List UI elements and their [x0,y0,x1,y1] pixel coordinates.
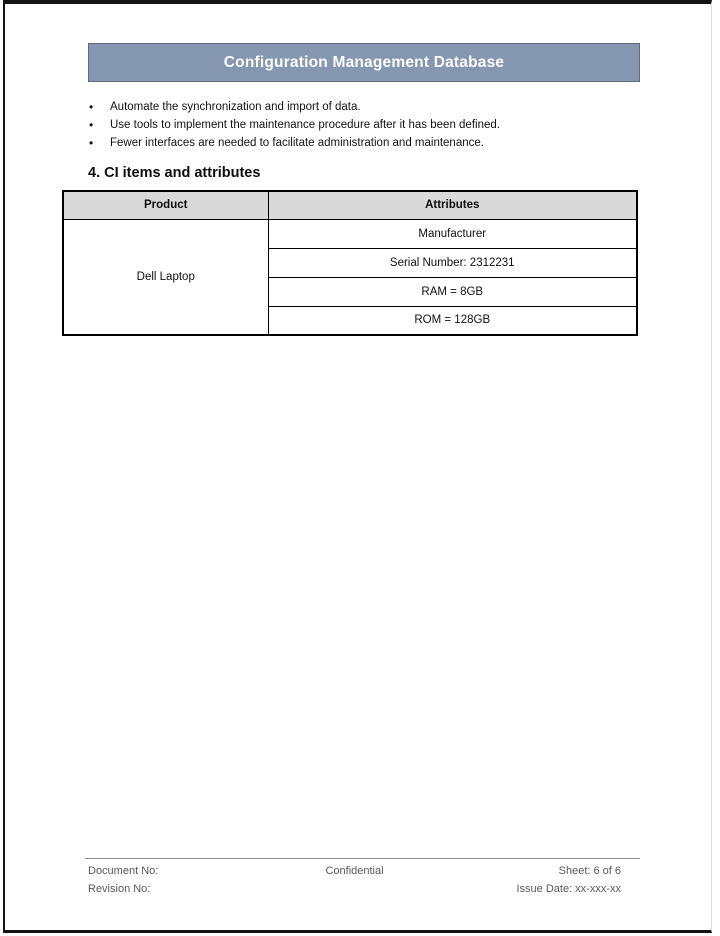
footer-revision-no: Revision No: [88,883,151,895]
bullet-item: • Automate the synchronization and import of data. [88,98,636,116]
document-title: Configuration Management Database [223,53,505,71]
footer-issue-date: Issue Date: xx-xxx-xx [516,883,622,895]
section-heading: 4. CI items and attributes [88,165,261,181]
footer-center-column [266,862,444,898]
footer-divider [85,858,640,859]
bullet-item: • Use tools to implement the maintenance procedure after it has been defined. [88,116,636,134]
footer-right-column [443,862,621,898]
product-cell: Dell Laptop [63,219,268,335]
attribute-cell: RAM = 8GB [268,277,637,306]
attribute-cell: ROM = 128GB [268,306,637,335]
column-header-product: Product [63,191,268,219]
page-footer [88,862,621,898]
ci-items-table [62,190,638,336]
attribute-cell: Manufacturer [268,219,637,248]
table-header-row [63,191,637,219]
footer-left-column [88,862,266,898]
footer-confidential: Confidential [325,865,384,877]
attribute-cell: Serial Number: 2312231 [268,248,637,277]
table-row [63,219,637,248]
title-banner [88,43,640,82]
footer-sheet-number: Sheet: 6 of 6 [558,865,622,877]
footer-document-no: Document No: [88,865,159,877]
column-header-attributes: Attributes [268,191,637,219]
bullet-list [88,98,636,152]
bullet-item: • Fewer interfaces are needed to facilitate administration and maintenance. [88,134,636,152]
